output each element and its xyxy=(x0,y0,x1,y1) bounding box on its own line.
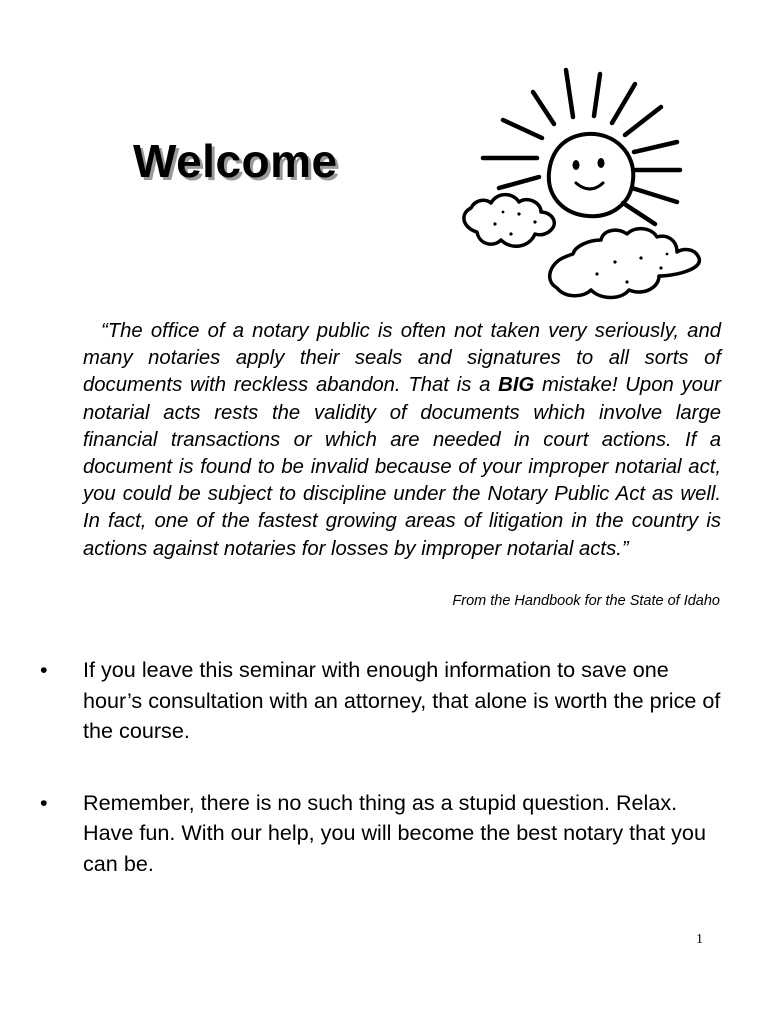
bullet-text: If you leave this seminar with enough information to save one hour’s consultation with an attorney, that alone is worth the price of the course. xyxy=(83,657,721,743)
bullet-marker: • xyxy=(40,657,48,682)
bullet-marker: • xyxy=(40,789,48,815)
quote-text-end: mistake! Upon your notarial acts rests the validity of documents which involve large financial transactions or which are needed in court actions. If a document is found to be invalid because of your improper notarial act, you could be subject to discipline under the Notary Public Act as well. In fact, one of the fastest growing areas of litigation in the country is actions against notaries for losses by improper notarial acts.” xyxy=(83,374,721,560)
list-item xyxy=(40,655,730,747)
quote-attribution: From the Handbook for the State of Idaho xyxy=(452,593,720,609)
page-number: 1 xyxy=(696,932,703,947)
list-item xyxy=(40,788,730,880)
page-title: Welcome xyxy=(133,135,338,187)
bullet-text: Remember, there is no such thing as a stupid question. Relax. Have fun. With our help, you will become the best notary that you can be. xyxy=(83,789,706,876)
notary-quote xyxy=(83,318,721,563)
bullet-list xyxy=(40,655,730,920)
quote-bold-word: BIG xyxy=(498,374,535,397)
quote-text-start: “The office of a notary public is often not taken very seriously, and many notaries apply their seals and signatures to all sorts of documents with reckless abandon. That is a xyxy=(83,320,721,397)
sun-with-clouds-icon xyxy=(455,62,710,307)
